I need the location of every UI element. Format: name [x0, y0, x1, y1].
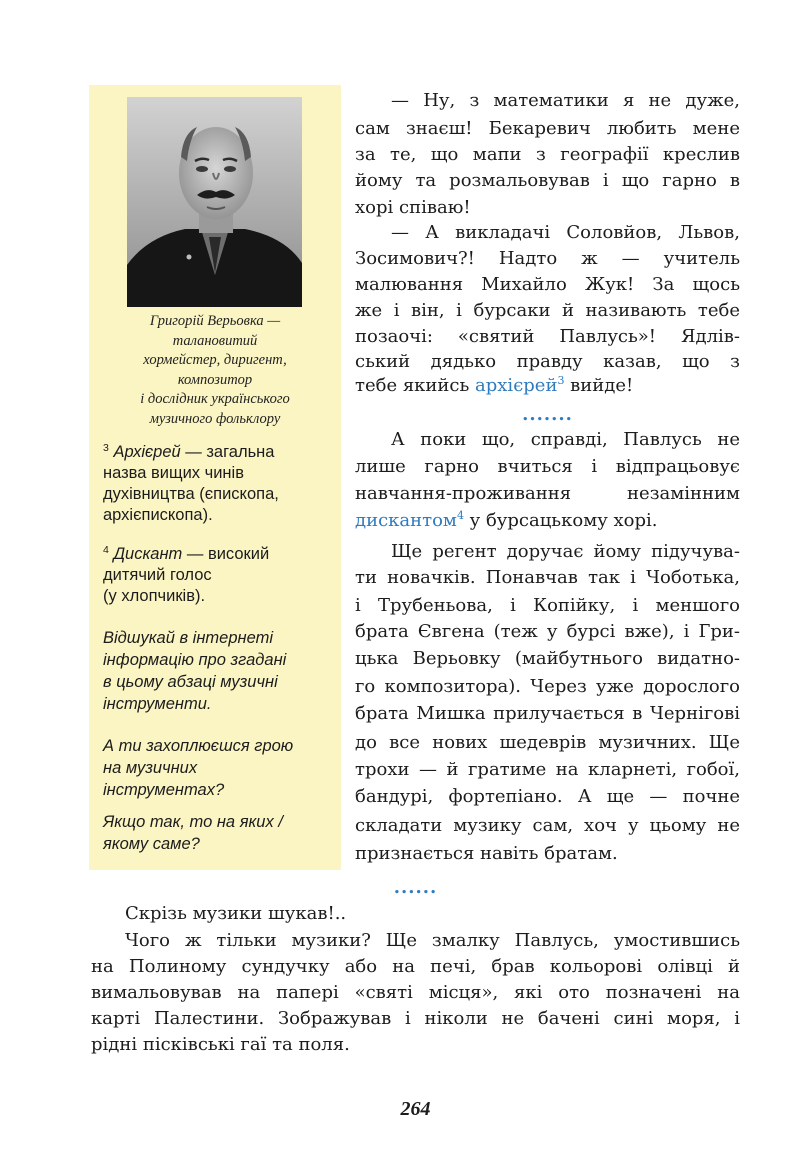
footnote-line: (у хлопчиків).: [103, 587, 206, 605]
footnote-4: [103, 544, 335, 607]
footnote-line: [103, 544, 335, 565]
main-line: А поки що, справді, Павлусь не: [391, 429, 740, 450]
footnote-number: 3: [103, 442, 109, 454]
main-line: признається навіть братам.: [355, 843, 618, 864]
main-line: Зосимович?! Надто ж — учитель: [355, 248, 740, 269]
caption-line: музичного фольклору: [149, 410, 281, 427]
body-line: Чого ж тільки музики? Ще змалку Павлусь, умостившись: [125, 930, 740, 951]
footnote-term: Архієрей: [113, 443, 181, 461]
body-line: карті Палестини. Зображував і ніколи не бачені сині моря, і: [91, 1008, 740, 1029]
line-text: вийде!: [564, 375, 634, 396]
task-line: інструментах?: [103, 781, 225, 799]
task-line: інформацію про згадані: [103, 651, 287, 669]
glossary-term: архієрей: [475, 375, 558, 396]
task-2: [103, 735, 335, 801]
footnote-text: — високий: [182, 545, 270, 563]
main-line: брата Мишка прилучається в Чернігові: [355, 703, 740, 724]
main-line: [355, 373, 740, 399]
main-line: ський дядько правду казав, що з: [355, 351, 740, 372]
task-line: Якщо так, то на яких /: [103, 813, 283, 831]
sidebar-box: [89, 85, 341, 870]
section-separator: ......: [393, 877, 438, 898]
main-line: брата Євгена (теж у бурсі вже), і Гри-: [355, 621, 740, 642]
main-line: і Трубеньова, і Копійку, і меншого: [355, 595, 740, 616]
body-line: рідні пісківські гаї та поля.: [91, 1034, 350, 1055]
task-line: А ти захоплюєшся грою: [103, 737, 294, 755]
caption-line: і дослідник українського: [140, 391, 290, 407]
main-line: го композитора). Через уже дорослого: [355, 676, 740, 697]
main-line: складати музику сам, хоч у цьому не: [355, 815, 740, 836]
line-text: у бурсацькому хорі.: [463, 510, 658, 531]
main-line: бандурі, фортепіано. А ще — почне: [355, 786, 740, 807]
caption-line: композитор: [177, 371, 253, 388]
main-line: [355, 508, 740, 534]
footnote-line: архієпископа).: [103, 506, 213, 524]
footnote-number: 4: [103, 544, 109, 556]
task-line: на музичних: [103, 759, 198, 777]
task-3: [103, 811, 335, 855]
main-line: позаочі: «святий Павлусь»! Ядлів-: [355, 326, 740, 347]
main-line: за те, що мапи з географії креслив: [355, 144, 740, 165]
caption-line: Григорій Верьовка —: [149, 313, 281, 329]
caption-line: талановитий: [172, 332, 258, 349]
main-line: же і він, і бурсаки й називають тебе: [355, 300, 740, 321]
task-line: в цьому абзаці музичні: [103, 673, 278, 691]
glossary-term: дискантом: [355, 510, 457, 531]
main-line: до все нових шедеврів музичних. Ще: [355, 732, 740, 753]
main-line: трохи — й гратиме на кларнеті, гобої,: [355, 759, 740, 780]
task-line: якому саме?: [103, 835, 200, 853]
task-line: інструменти.: [103, 695, 212, 713]
main-line: лише гарно вчиться і відпрацьовує: [355, 456, 740, 477]
footnote-line: духівництва (єпископа,: [103, 485, 279, 503]
main-line: сам знаєш! Бекаревич любить мене: [355, 118, 740, 139]
page-number: 264: [400, 1098, 431, 1120]
footnote-text: — загальна: [180, 443, 275, 461]
main-line: — А викладачі Соловйов, Львов,: [391, 222, 740, 243]
footnote-line: назва вищих чинів: [103, 464, 244, 482]
footnote-term: Дискант: [113, 545, 183, 563]
line-text: тебе якийсь: [355, 375, 476, 396]
portrait-photo: [127, 97, 302, 307]
main-line: Ще регент доручає йому підучува-: [391, 541, 740, 562]
photo-caption: [89, 312, 341, 429]
footnote-line: дитячий голос: [103, 566, 212, 584]
main-line: хорі співаю!: [355, 197, 471, 218]
task-1: [103, 627, 335, 715]
section-separator: .......: [522, 404, 573, 425]
footnote-3: [103, 442, 335, 526]
main-line: ти новачків. Понавчав так і Чоботька,: [355, 567, 740, 588]
footnote-ref: 3: [557, 374, 565, 387]
main-line: йому та розмальовував і що гарно в: [355, 170, 740, 191]
caption-line: хормейстер, диригент,: [143, 352, 287, 368]
body-line: вимальовував на папері «святі місця», які ото позначені на: [91, 982, 740, 1003]
main-line: навчання-проживання незамінним: [355, 483, 740, 504]
footnote-ref: 4: [456, 509, 464, 522]
footnote-line: [103, 442, 335, 463]
body-line: на Полиному сундучку або на печі, брав кольорові олівці й: [91, 956, 740, 977]
main-line: малювання Михайло Жук! За щось: [355, 274, 740, 295]
main-line: цька Верьовку (майбутнього видатно-: [355, 648, 740, 669]
task-line: Відшукай в інтернеті: [103, 629, 273, 647]
body-line: Скрізь музики шукав!..: [125, 903, 347, 924]
main-line: — Ну, з математики я не дуже,: [391, 90, 740, 111]
